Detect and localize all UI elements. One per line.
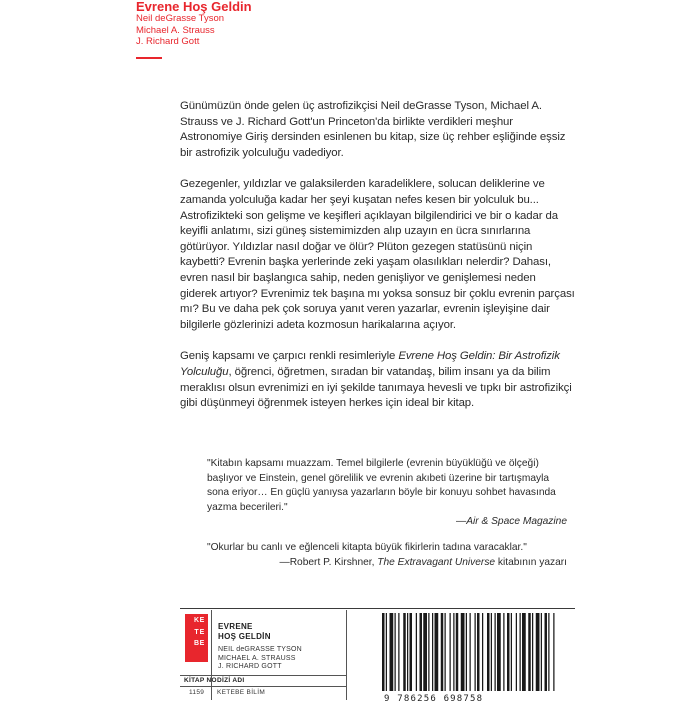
colophon-authors [218, 646, 302, 672]
author-line: MICHAEL A. STRAUSS [218, 654, 296, 662]
barcode-bar [470, 613, 471, 691]
barcode-bar [497, 613, 501, 691]
barcode-bar [482, 613, 483, 691]
barcode-bar [445, 613, 446, 691]
barcode-bar [516, 613, 517, 691]
book-title-header: Evrene Hoş Geldin [136, 0, 252, 14]
logo-letter: B [193, 640, 200, 647]
quote-text: "Okurlar bu canlı ve eğlenceli kitapta büyük fikirlerin tadına varacaklar." [207, 542, 527, 553]
barcode-bar [423, 613, 427, 691]
back-cover-text [180, 99, 575, 428]
author-line: NEIL deGRASSE TYSON [218, 646, 302, 653]
header-divider [136, 57, 162, 59]
barcode-bar [382, 613, 385, 691]
author-name: Michael A. Strauss [136, 24, 215, 36]
barcode-bar [398, 613, 399, 691]
logo-letter: K [193, 617, 200, 624]
barcode-graphic [352, 611, 575, 696]
author-name: J. Richard Gott [136, 36, 200, 47]
publisher-logo [185, 614, 208, 662]
quote-publication: The Extravagant Universe [377, 556, 496, 568]
quote-source [207, 515, 567, 530]
logo-letter: E [199, 640, 205, 647]
review-quote [207, 541, 567, 570]
barcode-bar [541, 613, 542, 691]
barcode-bar [456, 613, 459, 691]
quote-suffix: kitabının yazarı [495, 556, 567, 568]
barcode-bar [403, 613, 406, 691]
barcode-bar [386, 613, 387, 691]
logo-letter: T [194, 628, 199, 636]
review-quote [207, 457, 567, 530]
barcode-bar [466, 613, 467, 691]
quote-source [207, 556, 567, 571]
barcode-bar [522, 613, 526, 691]
barcode-bar [532, 613, 533, 691]
barcode-bar [487, 613, 490, 691]
dizi-adi-label: DİZİ ADI [217, 677, 245, 684]
colophon-divider [180, 686, 346, 687]
isbn-digits: 9 786256 698758 [384, 694, 484, 704]
quote-dash: —Robert P. Kirshner, [279, 556, 378, 568]
barcode-bar [475, 613, 476, 691]
barcode-bar [503, 613, 504, 691]
book-title-italic: Evrene Hoş Geldin: Bir Astrofizik Yolculuğu [180, 350, 560, 378]
kitap-no-label: KİTAP NO [184, 677, 217, 684]
barcode-bar [536, 613, 540, 691]
quote-publication: Air & Space Magazine [466, 516, 567, 527]
barcode-bar [407, 613, 408, 691]
isbn-barcode [352, 611, 575, 700]
title-line: HOŞ GELDİN [218, 631, 271, 641]
paragraph-intro: Günümüzün önde gelen üç astrofizikçisi Neil deGrasse Tyson, Michael A. Strauss ve J. Richard Gott'un Princeton'da birlikte verdikleri meşhur Astronomiye Giriş dersinden esinlenen bu kitap, size üç rehber eşliğinde eşsiz bir astrofizik yolculuğu vadediyor. [180, 100, 566, 159]
barcode-bar [477, 613, 480, 691]
header [136, 0, 252, 59]
author-name: Neil deGrasse Tyson [136, 13, 225, 24]
barcode-bar [491, 613, 492, 691]
logo-letter: E [199, 617, 205, 624]
colophon-divider [180, 675, 346, 676]
paragraph-text: , öğrenci, öğretmen, sıradan bir vatandaş, bilim insanı ya da bilim meraklısı olsun evrenimizi en iyi şekilde tanımaya hevesli ve tıpkı bir astrofizikçi gibi düşünmeyi öğrenmek isteyen herkes için ideal bir kitap. [180, 365, 572, 410]
barcode-bar [520, 613, 521, 691]
barcode-bar [450, 613, 451, 691]
barcode-bar [420, 613, 423, 691]
barcode-bar [432, 613, 433, 691]
colophon-book-title [218, 622, 271, 641]
barcode-bar [553, 613, 554, 691]
title-line: EVRENE [218, 622, 253, 631]
barcode-bar [416, 613, 417, 691]
barcode-bar [395, 613, 396, 691]
author-line: J. RICHARD GOTT [218, 663, 282, 670]
logo-letter: E [199, 628, 205, 636]
barcode-bar [511, 613, 512, 691]
paragraph-audience [180, 349, 575, 411]
barcode-bar [461, 613, 465, 691]
barcode-bar [441, 613, 444, 691]
kitap-no-value: 1159 [189, 689, 205, 696]
barcode-bar [390, 613, 394, 691]
barcode-bar [428, 613, 429, 691]
barcode-bar [410, 613, 413, 691]
colophon-divider [346, 610, 347, 700]
quote-text: "Kitabın kapsamı muazzam. Temel bilgilerle (evrenin büyüklüğü ve ölçeği) başlıyor ve Einstein, genel görelilik ve evrenin akıbeti üzerine bir tartışmayla sona eriyor… En güçlü yanıysa yazarların böyle bir konuyu sohbet havasında yazma becerileri." [207, 458, 556, 513]
barcode-bar [528, 613, 531, 691]
barcode-bar [548, 613, 549, 691]
quote-dash: — [456, 516, 467, 527]
paragraph-text: Geniş kapsamı ve çarpıcı renkli resimleriyle [180, 350, 399, 363]
barcode-bar [435, 613, 439, 691]
paragraph-description: Gezegenler, yıldızlar ve galaksilerden karadeliklere, solucan deliklerine ve zamanda yolculuğa kadar her şeyi kuşatan nefes kesen bir yolculuk bu... Astrofizikteki son gelişme ve keşifleri açıklayan bilgilendirici ve bir o kadar da keyifli anlatımı, sizi güneş sistemimizden alıp uzayın en ücra sınırlarına götürüyor. Yıldızlar nasıl doğar ve ölür? Plüton gezegen statüsünü niçin kaybetti? Evrenin başka yerlerinde zeki yaşam olasılıkları nelerdir? Dahası, evren nasıl bir başlangıca sahip, neden genişliyor ve genişlemesi neden giderek artıyor? Evrenimiz tek başına mı yoksa sonsuz bir çoklu evrenin parçası mı? Bu ve daha pek çok soruya yanıt veren yazarlar, evrenin işleyişine dair bilgilerle gözlerinizi adeta kozmosun harikalarına açıyor. [180, 178, 575, 331]
barcode-bar [507, 613, 510, 691]
barcode-bar [495, 613, 496, 691]
barcode-bar [453, 613, 454, 691]
barcode-bar [545, 613, 548, 691]
dizi-adi-value: KETEBE BİLİM [217, 689, 266, 696]
